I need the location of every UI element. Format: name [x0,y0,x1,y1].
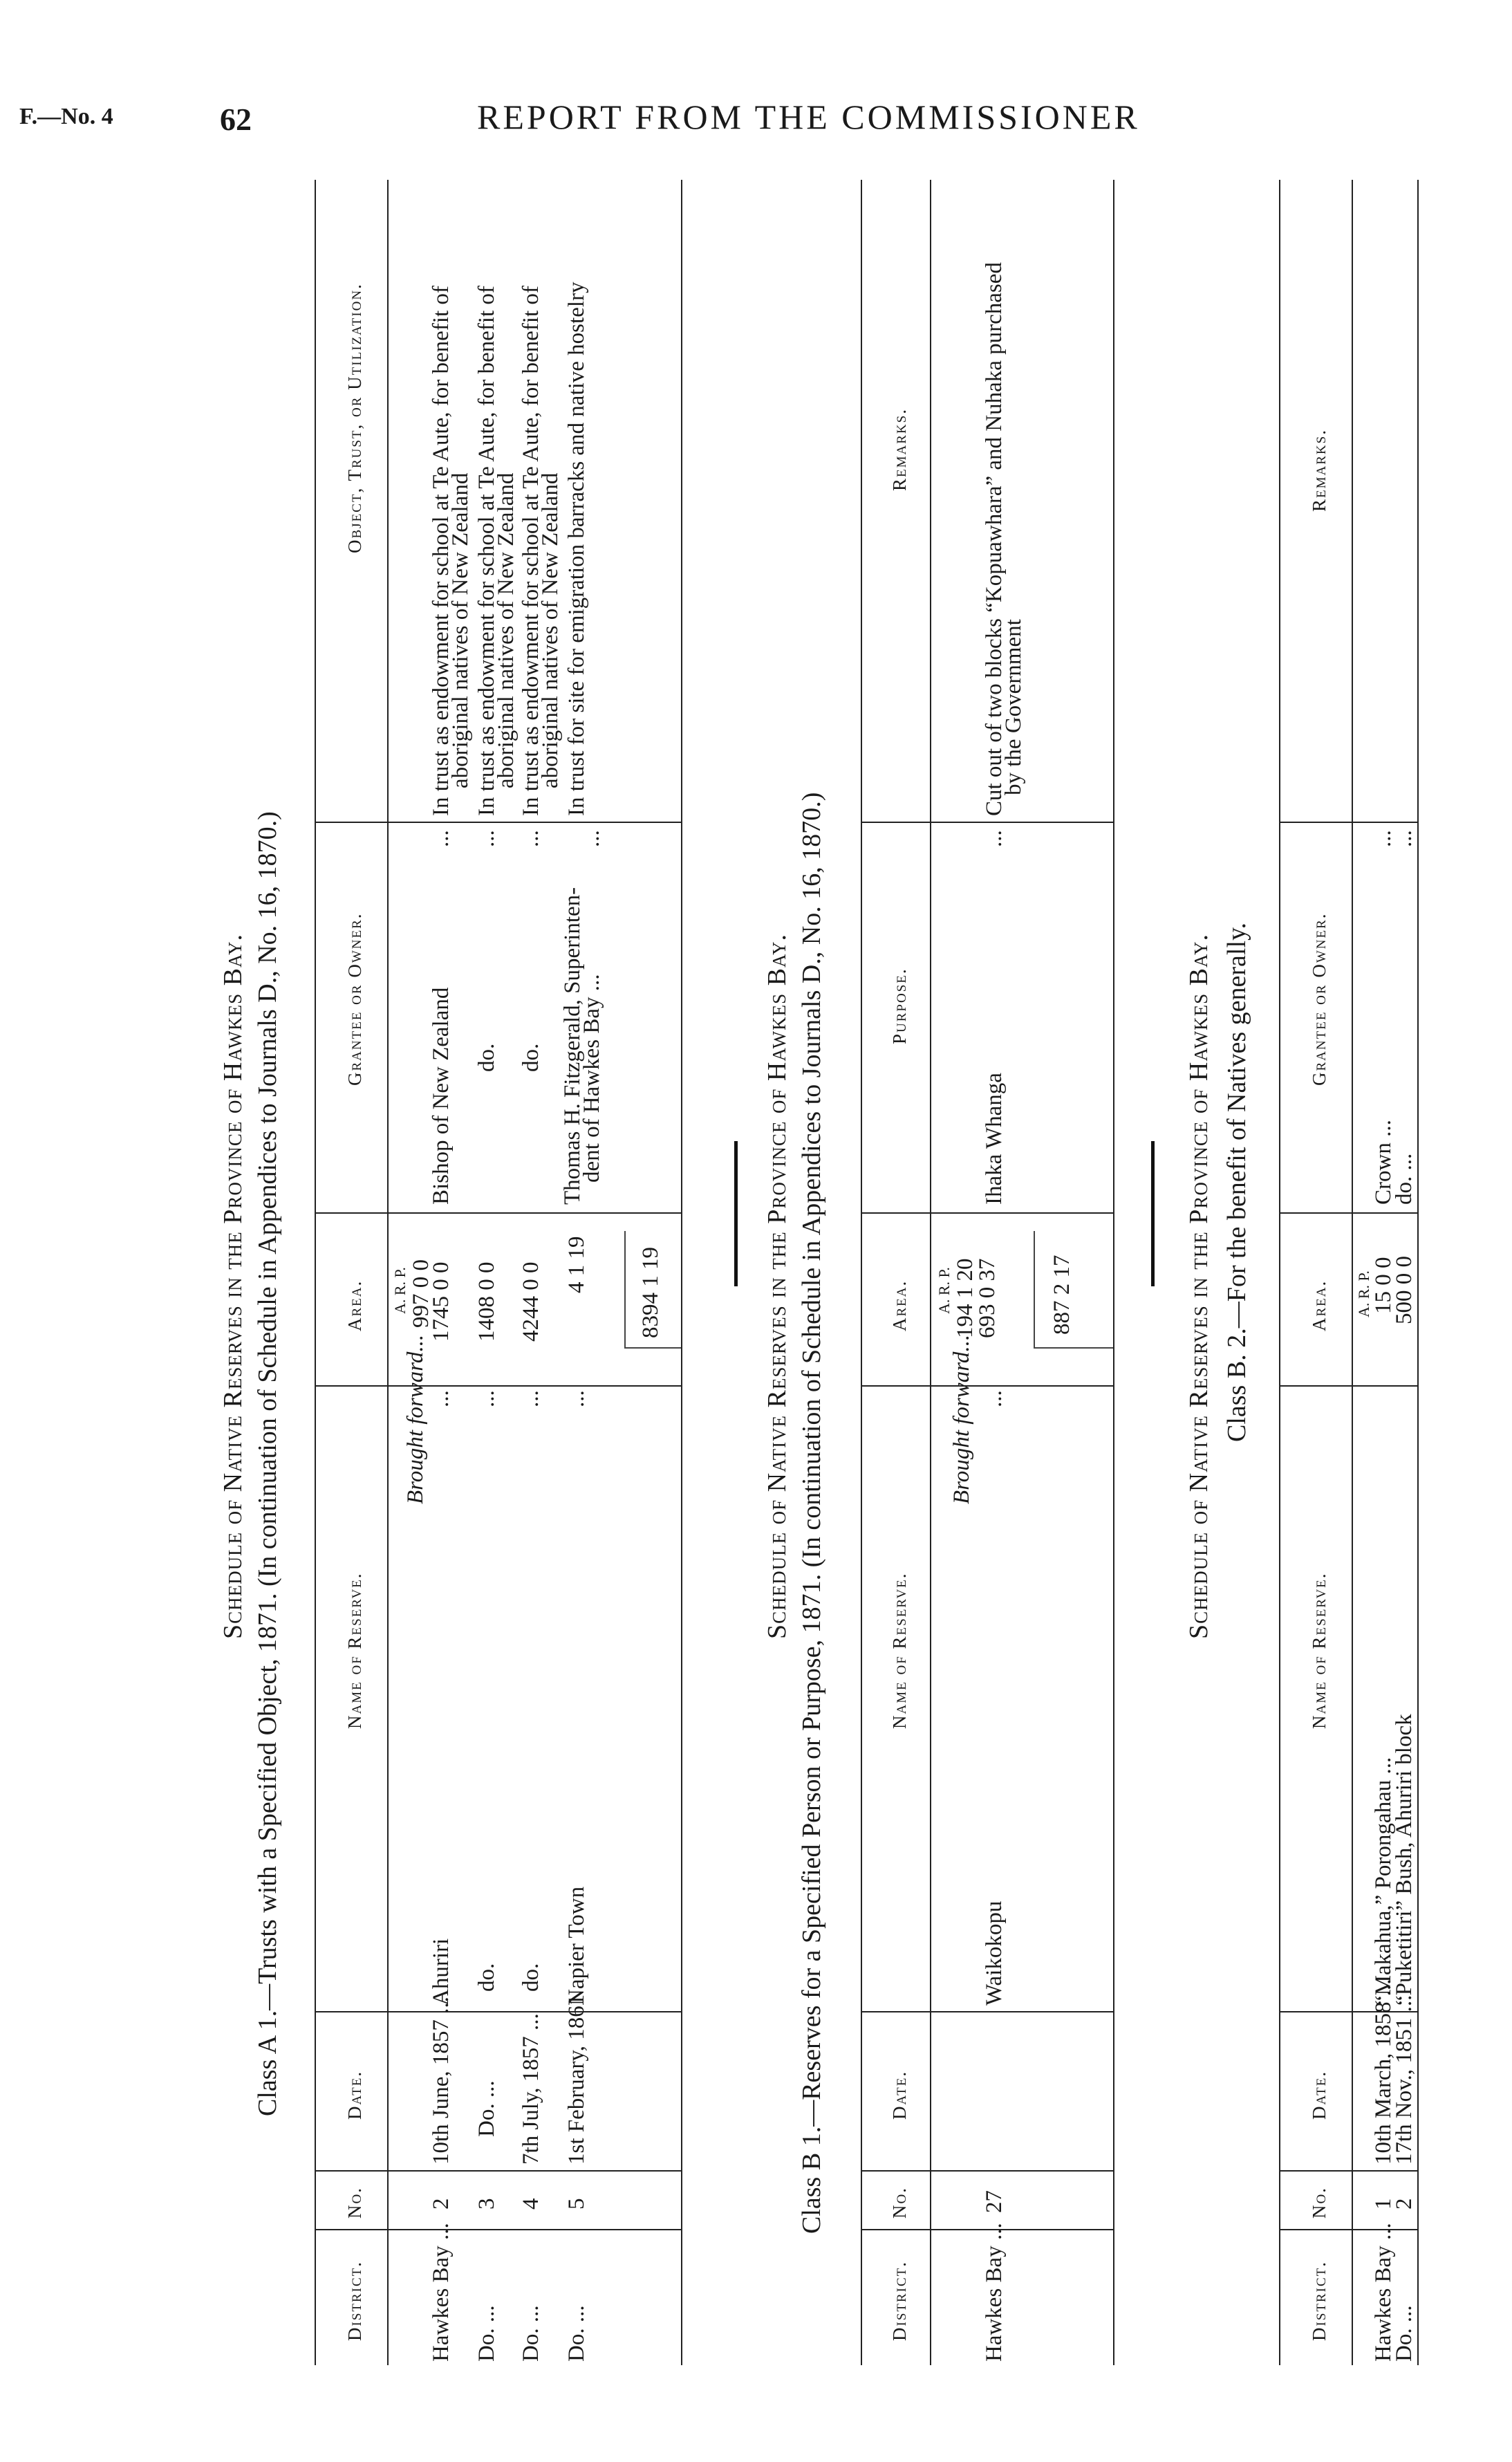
table-a-row-area: 4244 0 0 [519,1261,543,1342]
table-a-row-district: Do. ... [564,2305,589,2362]
table-b1-row-name: Waikokopu [982,1900,1007,2006]
table-a-top-rule [315,180,316,2365]
table-a-header-rule [387,180,389,2365]
table-b2-header-name: Name of Reserve. [1309,1572,1329,1729]
table-b2-row-area: 15 0 0 [1371,1257,1396,1314]
table-b2-top-rule [1279,180,1280,2365]
table-b1-header-no: No. [889,2187,910,2219]
table-a-row-grantee-dots: ... [474,830,499,847]
table-a-row-grantee-dots: ... [429,830,454,847]
table-a-row-object: In trust as endowment for school at Te Aute, for benefit of [429,286,454,816]
table-b1-col-sep [861,2011,1113,2012]
table-b1-subtitle: Class B 1.—Reserves for a Specified Person or Purpose, 1871. (In continuation of Schedule in Appendices to Journals D., No. 16, 1870.) [797,792,826,2234]
section-separator [734,1141,738,1286]
table-a-brought-forward-area: 997 0 0 [409,1259,433,1328]
table-a-row-date: 7th July, 1857 ... [519,2013,543,2165]
table-a-row-name: do. [519,1963,543,1992]
table-a-row-object-cont: aboriginal natives of New Zealand [538,472,563,788]
table-a-row-dots: ... [474,1390,499,1407]
table-a-header-no: No. [344,2187,365,2219]
table-a-row-date: Do. ... [474,2080,499,2137]
table-b1-row-dots: ... [982,1390,1007,1407]
table-a-row-no: 2 [429,2198,454,2210]
table-a-row-no: 3 [474,2198,499,2210]
table-b1-top-rule [861,180,862,2365]
table-a-col-sep [315,822,681,823]
table-b1-total: 887 2 17 [1049,1255,1074,1335]
table-a-row-grantee-dots: ... [519,830,543,847]
table-a-row-date: 1st February, 1861 [564,1994,589,2165]
table-a-row-date: 10th June, 1857 ... [429,1997,454,2165]
table-b1-brought-forward-area: 194 1 20 [953,1258,978,1338]
table-a-row-object-cont: aboriginal natives of New Zealand [494,472,519,788]
table-a-row-object-cont: aboriginal natives of New Zealand [448,472,473,788]
table-a-col-sep [315,1385,681,1387]
table-a-row-object: In trust for site for emigration barracks and native hostelry [564,281,589,816]
table-a-row-name: Ahuriri [429,1938,454,2006]
table-b1-row-purpose-dots: ... [982,830,1007,847]
table-b1-total-top-rule [1034,1231,1035,1349]
table-a-row-no: 5 [564,2198,589,2210]
table-a-row-dots: ... [429,1390,454,1407]
table-a-row-name: do. [474,1963,499,1992]
table-b1-row-area: 693 0 37 [975,1258,1000,1338]
table-a-bottom-rule [681,180,682,2365]
table-b1-title: Schedule of Native Reserves in the Province of Hawkes Bay. [763,933,792,1639]
section-separator [1151,1141,1155,1286]
table-a-row-grantee: do. [519,1043,543,1072]
table-b2-row-area: 500 0 0 [1392,1256,1417,1324]
table-a-row-grantee-dots: ... [579,830,604,847]
table-b2-row-date: 17th Nov., 1851 ... [1392,1994,1417,2165]
table-b1-header-district: District. [889,2260,910,2341]
table-b2-col-sep [1279,2229,1417,2230]
table-b2-header-remarks: Remarks. [1309,429,1329,512]
table-a-row-area: 1408 0 0 [474,1261,499,1342]
table-b1-row-district: Hawkes Bay ... [982,2223,1007,2362]
table-b2-row-name: “Makahua,” Porongahau ... [1371,1757,1396,2006]
table-b2-header-district: District. [1309,2260,1329,2341]
page-number: 62 [220,102,252,137]
table-b2-row-grantee-dots: ... [1371,830,1396,847]
table-b1-header-date: Date. [889,2070,910,2120]
table-a-total-top-rule [624,1231,626,1349]
table-b2-col-sep [1279,822,1417,823]
table-a-title: Schedule of Native Reserves in the Province of Hawkes Bay. [218,933,248,1639]
table-a-header-object: Object, Trust, or Utilization. [344,283,365,553]
table-a-row-dots: ... [519,1390,543,1407]
table-b2-row-grantee: Crown ... [1371,1120,1396,1205]
table-a-header-date: Date. [344,2070,365,2120]
table-a-row-area: 1745 0 0 [429,1261,454,1342]
table-b1-row-remarks-cont: by the Government [1001,619,1026,795]
table-b1-col-sep [861,822,1113,823]
table-a-header-area: Area. [344,1279,365,1331]
table-a-header-name: Name of Reserve. [344,1572,365,1729]
table-a-row-area: 4 1 19 [564,1236,589,1293]
table-b1-header-rule [930,180,931,2365]
table-a-header-grantee: Grantee or Owner. [344,912,365,1086]
table-a-col-sep [315,2229,681,2230]
table-b2-area-units: A. R. P. [1355,1270,1372,1317]
table-b2-row-district: Do. ... [1392,2305,1417,2362]
table-a-row-no: 4 [519,2198,543,2210]
page-header-title: REPORT FROM THE COMMISSIONER [477,98,1140,136]
table-a-row-dots: ... [564,1390,589,1407]
table-b2-col-sep [1279,1385,1417,1387]
table-b1-brought-forward-label: Brought forward... [949,1334,974,1504]
table-b2-bottom-rule [1417,180,1419,2365]
table-b1-total-side-rule [1034,1348,1113,1349]
table-a-row-grantee-cont: dent of Hawkes Bay ... [579,974,604,1183]
table-b2-row-no: 1 [1371,2198,1396,2210]
table-b2-col-sep [1279,2170,1417,2172]
table-b1-col-sep [861,1385,1113,1387]
table-b2-header-grantee: Grantee or Owner. [1309,912,1329,1086]
table-b1-col-sep [861,1212,1113,1214]
table-b1-row-purpose: Ihaka Whanga [982,1073,1007,1205]
table-a-area-units: A. R. P. [391,1267,409,1314]
table-b2-title: Schedule of Native Reserves in the Province of Hawkes Bay. [1184,933,1213,1639]
table-b2-row-district: Hawkes Bay ... [1371,2223,1396,2362]
table-a-subtitle: Class A 1.—Trusts with a Specified Object, 1871. (In continuation of Schedule in Appendices to Journals D., No. 16, 1870.) [253,811,282,2116]
table-a-brought-forward-label: Brought forward... [403,1334,428,1504]
table-a-row-object: In trust as endowment for school at Te Aute, for benefit of [474,286,499,816]
table-b1-bottom-rule [1113,180,1114,2365]
table-a-col-sep [315,1212,681,1214]
table-b2-col-sep [1279,1212,1417,1214]
table-b1-header-remarks: Remarks. [889,408,910,491]
table-a-row-name: Napier Town [564,1886,589,2006]
table-b2-header-date: Date. [1309,2070,1329,2120]
table-a-row-object: In trust as endowment for school at Te Aute, for benefit of [519,286,543,816]
table-b1-row-no: 27 [982,2190,1007,2213]
table-a-row-grantee: do. [474,1043,499,1072]
document-reference: F.—No. 4 [19,104,113,129]
table-a-row-district: Do. ... [519,2305,543,2362]
table-b2-subtitle: Class B. 2.—For the benefit of Natives generally. [1222,922,1251,1442]
table-b2-header-no: No. [1309,2187,1329,2219]
table-a-row-district: Hawkes Bay ... [429,2223,454,2362]
table-a-total: 8394 1 19 [638,1247,663,1338]
table-a-row-district: Do. ... [474,2305,499,2362]
table-a-col-sep [315,2170,681,2172]
table-b1-col-sep [861,2170,1113,2172]
table-a-row-grantee: Thomas H. Fitzgerald, Superinten- [560,887,585,1205]
table-b2-header-rule [1352,180,1353,2365]
table-a-header-district: District. [344,2260,365,2341]
table-b2-row-name: “Puketitiri” Bush, Ahuriri block [1392,1714,1417,2006]
table-a-col-sep [315,2011,681,2012]
table-a-total-side-rule [624,1348,681,1349]
table-b2-row-date: 10th March, 1858 ... [1371,1979,1396,2165]
table-b1-header-name: Name of Reserve. [889,1572,910,1729]
table-b2-header-area: Area. [1309,1279,1329,1331]
table-b2-row-grantee-dots: ... [1392,830,1417,847]
table-b1-header-area: Area. [889,1279,910,1331]
table-b2-row-grantee: do. ... [1392,1153,1417,1205]
table-b1-header-purpose: Purpose. [889,968,910,1044]
table-b2-row-no: 2 [1392,2198,1417,2210]
table-b1-area-units: A. R. P. [935,1267,953,1314]
table-b1-row-remarks: Cut out of two blocks “Kopuawhara” and Nuhaka purchased [982,262,1007,816]
table-a-row-grantee: Bishop of New Zealand [429,987,454,1205]
